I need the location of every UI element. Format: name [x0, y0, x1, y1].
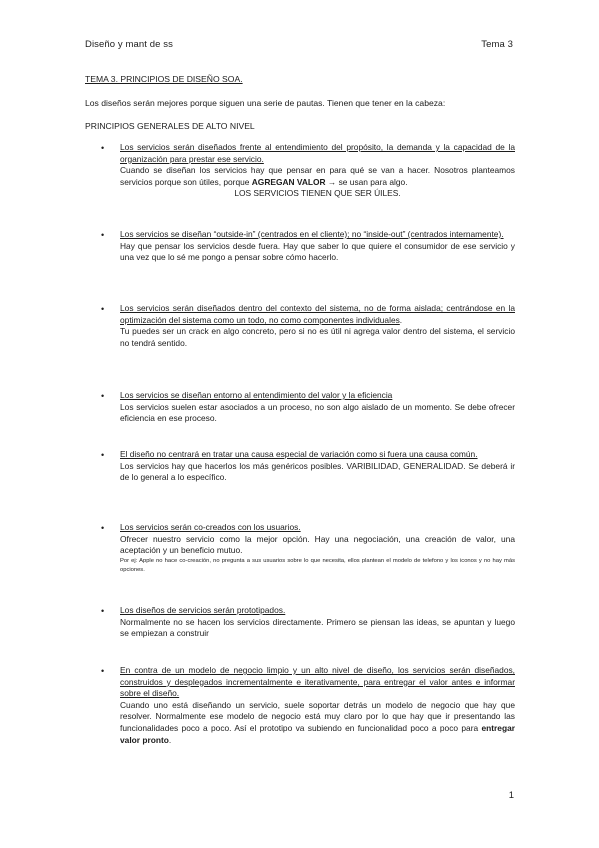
- bullet-icon: •: [101, 391, 105, 401]
- principle-heading: Los servicios serán diseñados dentro del contexto del sistema, no de forma aislada; centrándose en la optimización del sistema como un todo, no como componentes individuales.: [120, 303, 515, 325]
- principle-item-6: [101, 522, 515, 576]
- principle-heading: En contra de un modelo de negocio limpio y un alto nivel de diseño, los servicios serán diseñados, construidos y desplegados incrementalmente e iterativamente, para entregar el valor antes e informar sobre el diseño.: [120, 665, 515, 699]
- principle-body: Los servicios hay que hacerlos los más genéricos posibles. VARIBILIDAD, GENERALIDAD. Se deberá ir de lo general a lo específico.: [120, 460, 515, 483]
- running-header-right: Tema 3: [481, 39, 513, 50]
- principle-heading: El diseño no centrará en tratar una causa especial de variación como si fuera una causa común.: [120, 449, 478, 459]
- principle-heading: Los servicios serán diseñados frente al entendimiento del propósito, la demanda y la capacidad de la organización para prestar ese servicio.: [120, 142, 515, 164]
- principle-body: Normalmente no se hacen los servicios directamente. Primero se piensan las ideas, se apuntan y luego se empiezan a construir: [120, 616, 515, 639]
- example-note: Por ej: Apple no hace co-creación, no pregunta a sus usuarios sobre lo que necesita, ellos plantean el modelo de telefono y los iconos y no hay más opciones.: [120, 557, 515, 574]
- intro-paragraph: Los diseños serán mejores porque siguen una serie de pautas. Tienen que tener en la cabeza:: [85, 98, 446, 108]
- principle-item-3: [101, 303, 515, 349]
- bullet-icon: •: [101, 143, 105, 153]
- bullet-icon: •: [101, 523, 105, 533]
- section-title: PRINCIPIOS GENERALES DE ALTO NIVEL: [85, 121, 255, 131]
- principle-heading: Los servicios serán co-creados con los usuarios.: [120, 522, 301, 532]
- principle-body: Los servicios suelen estar asociados a un proceso, no son algo aislado de un momento. Se debe ofrecer eficiencia en ese proceso.: [120, 401, 515, 424]
- principle-heading: Los servicios se diseñan entorno al entendimiento del valor y la eficiencia: [120, 390, 393, 400]
- principle-body: Cuando uno está diseñando un servicio, suele soportar detrás un modelo de negocio que hay que resolver. Normalmente ese modelo de negocio está muy claro por lo que hay que ir presentando las funcionalidades poco a poco. Así el prototipo va subiendo en funcionalidad poco a poco para entregar valor pronto.: [120, 699, 515, 745]
- principle-body: Cuando se diseñan los servicios hay que pensar en para qué se van a hacer. Nosotros planteamos servicios porque son útiles, porque AGREGAN VALOR → se usan para algo.: [120, 165, 515, 187]
- principle-item-8: [101, 665, 515, 746]
- document-title: TEMA 3. PRINCIPIOS DE DISEÑO SOA.: [85, 74, 243, 84]
- principle-body: Hay que pensar los servicios desde fuera. Hay que saber lo que quiere el consumidor de ese servicio y una vez que lo sé me pongo a pensar sobre cómo hacerlo.: [120, 240, 515, 263]
- emphasis-text: AGREGAN VALOR: [251, 176, 326, 187]
- bullet-icon: •: [101, 304, 105, 314]
- principle-item-5: [101, 449, 515, 484]
- arrow-icon: →: [325, 176, 339, 187]
- principle-item-7: [101, 605, 515, 640]
- principle-item-1: [101, 142, 515, 200]
- running-header-left: Diseño y mant de ss: [85, 39, 173, 50]
- principle-item-2: [101, 229, 515, 264]
- principle-body: Ofrecer nuestro servicio como la mejor opción. Hay una negociación, una creación de valor, una aceptación y un beneficio mutuo.: [120, 533, 515, 556]
- page-number: 1: [508, 790, 514, 801]
- bullet-icon: •: [101, 666, 105, 676]
- bullet-icon: •: [101, 450, 105, 460]
- emphasis-text: entregar valor pronto: [120, 722, 515, 745]
- principle-heading: Los diseños de servicios serán prototipados.: [120, 605, 286, 615]
- bullet-icon: •: [101, 230, 105, 240]
- principle-conclusion: LOS SERVICIOS TIENEN QUE SER ÚILES.: [234, 188, 401, 199]
- bullet-icon: •: [101, 606, 105, 616]
- principle-body: Tu puedes ser un crack en algo concreto, pero si no es útil ni agrega valor dentro del sistema, el servicio no tendrá sentido.: [120, 326, 515, 348]
- principle-item-4: [101, 390, 515, 425]
- principle-heading: Los servicios se diseñan “outside-in” (centrados en el cliente); no “inside-out” (centrados internamente).: [120, 229, 504, 239]
